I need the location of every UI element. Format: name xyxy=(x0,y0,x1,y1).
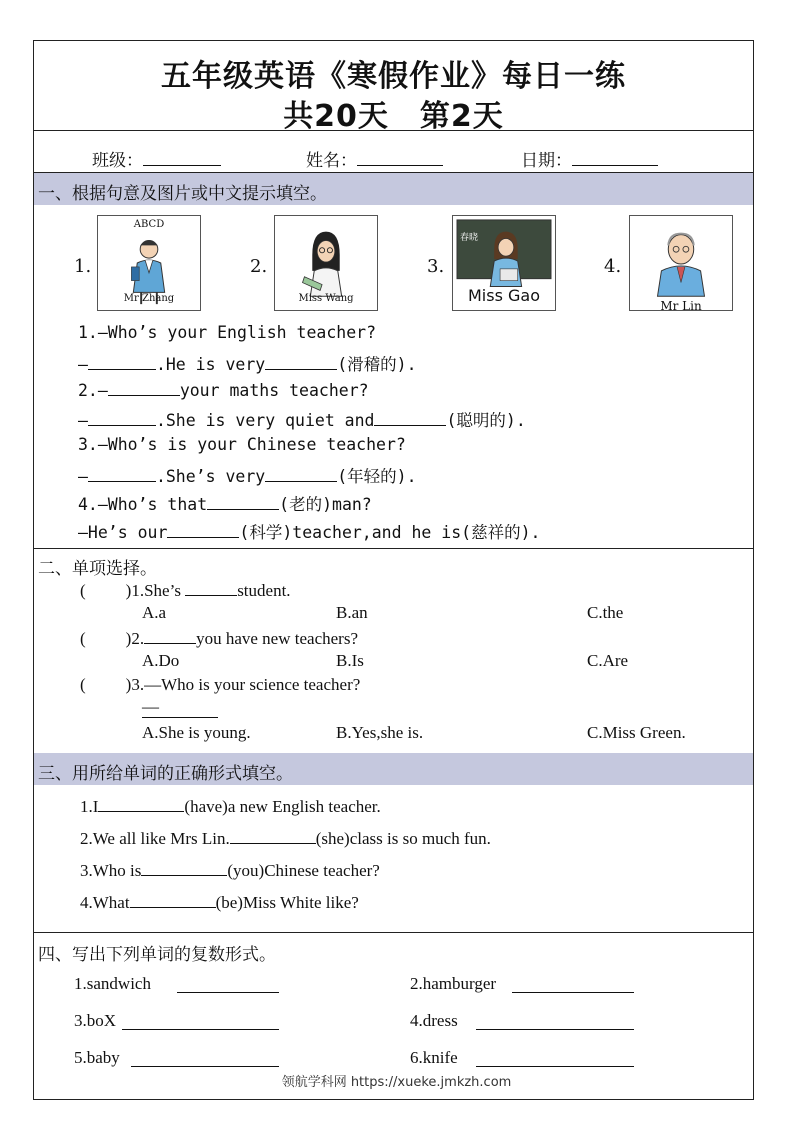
plural-item-2 xyxy=(410,974,496,994)
mc-q2-option-a[interactable]: A.Do xyxy=(142,651,180,670)
mc-q2-stem: 2. xyxy=(131,629,145,648)
answer-blank[interactable] xyxy=(167,521,239,538)
q4-line-b xyxy=(78,519,540,543)
title-line-2: 共20天 第2天 xyxy=(283,99,504,134)
fill-3-pre: 3.Who is xyxy=(80,861,142,880)
fill-3-post: (you)Chinese teacher? xyxy=(227,861,380,880)
answer-blank[interactable] xyxy=(142,717,218,718)
q2b-post: (聪明的). xyxy=(446,411,526,430)
title-line-1: 五年级英语《寒假作业》每日一练 xyxy=(161,59,626,94)
answer-blank[interactable] xyxy=(512,992,634,993)
paren-close: ) xyxy=(125,581,132,600)
date-label: 日期： xyxy=(521,151,572,171)
section4-heading: 四、写出下列单词的复数形式。 xyxy=(38,945,276,965)
q1b-mid: .He is very xyxy=(155,355,266,374)
plural-item-6 xyxy=(410,1048,458,1068)
q2a-post: your maths teacher? xyxy=(179,381,369,400)
q3-line-b xyxy=(78,463,417,487)
class-field[interactable] xyxy=(92,146,221,171)
q1b-post: (滑稽的). xyxy=(337,355,417,374)
answer-blank[interactable] xyxy=(265,465,337,482)
picture-3-board-text: 春晓 xyxy=(460,233,479,243)
plural-2-word: 2.hamburger xyxy=(410,974,497,993)
mc-q2-option-b[interactable]: B.Is xyxy=(336,651,364,670)
picture-2-number: 2. xyxy=(250,256,268,277)
paren-open: ( xyxy=(80,581,86,600)
q3b-post: (年轻的). xyxy=(337,467,417,486)
q2b-mid: .She is very quiet and xyxy=(155,411,375,430)
section1-heading: 一、根据句意及图片或中文提示填空。 xyxy=(38,184,327,204)
q4b-post: (科学)teacher,and he is(慈祥的). xyxy=(239,523,541,542)
paren-open: ( xyxy=(80,675,86,694)
fill-1-post: (have)a new English teacher. xyxy=(184,797,381,816)
picture-3-number: 3. xyxy=(427,256,445,277)
q4a-pre: 4.—Who’s that xyxy=(78,495,208,514)
answer-blank[interactable] xyxy=(131,1066,279,1067)
section2-heading: 二、单项选择。 xyxy=(38,559,157,579)
divider xyxy=(34,548,753,549)
date-field[interactable] xyxy=(521,146,658,171)
mc-q1-stem-post: student. xyxy=(237,581,291,600)
name-label: 姓名： xyxy=(306,151,357,171)
date-blank[interactable] xyxy=(572,149,658,166)
q4a-post: (老的)man? xyxy=(279,495,372,514)
name-field[interactable] xyxy=(306,146,443,171)
plural-4-word: 4.dress xyxy=(410,1011,458,1030)
name-blank[interactable] xyxy=(357,149,443,166)
divider xyxy=(34,932,753,933)
plural-5-word: 5.baby xyxy=(74,1048,120,1067)
q3b-pre: — xyxy=(78,467,88,486)
mc-q3-option-a[interactable]: A.She is young. xyxy=(142,723,251,742)
mc-q2-stem-post: you have new teachers? xyxy=(196,629,358,648)
plural-item-5 xyxy=(74,1048,120,1068)
answer-blank[interactable] xyxy=(141,859,227,876)
picture-3-caption: Miss Gao xyxy=(468,286,540,305)
plural-item-3 xyxy=(74,1011,116,1031)
plural-3-word: 3.boX xyxy=(74,1011,117,1030)
answer-blank[interactable] xyxy=(374,409,446,426)
mc-q1-option-b[interactable]: B.an xyxy=(336,603,368,622)
fill-2-post: (she)class is so much fun. xyxy=(315,829,491,848)
q1-line-a: 1.—Who’s your English teacher? xyxy=(78,323,377,342)
mc-q1-option-a[interactable]: A.a xyxy=(142,603,167,622)
answer-blank[interactable] xyxy=(88,353,156,370)
answer-blank[interactable] xyxy=(185,579,237,596)
fill-2-pre: 2.We all like Mrs Lin. xyxy=(80,829,230,848)
mc-q2-option-c[interactable]: C.Are xyxy=(587,651,629,670)
picture-4-caption: Mr Lin xyxy=(660,299,702,313)
mc-q1-option-c[interactable]: C.the xyxy=(587,603,624,622)
answer-blank[interactable] xyxy=(476,1029,634,1030)
picture-mr-lin xyxy=(629,215,733,311)
picture-1-board-text: ABCD xyxy=(133,219,165,230)
picture-1-number: 1. xyxy=(74,256,92,277)
divider xyxy=(34,130,753,131)
mc-q3-answer-line xyxy=(142,697,159,717)
q1b-pre: — xyxy=(78,355,88,374)
mc-q2 xyxy=(80,627,358,649)
paren-close: ) xyxy=(125,629,132,648)
fill-item-4 xyxy=(80,891,359,913)
fill-item-2 xyxy=(80,827,491,849)
q4b-pre: —He’s our xyxy=(78,523,168,542)
fill-item-1 xyxy=(80,795,381,817)
mc-q1 xyxy=(80,579,291,601)
answer-blank[interactable] xyxy=(177,992,279,993)
q3-line-a: 3.—Who’s is your Chinese teacher? xyxy=(78,435,406,454)
plural-item-1 xyxy=(74,974,151,994)
q2b-pre: — xyxy=(78,411,88,430)
mc-q3-option-c[interactable]: C.Miss Green. xyxy=(587,723,686,742)
q2a-pre: 2.— xyxy=(78,381,108,400)
answer-blank[interactable] xyxy=(265,353,337,370)
section3-heading: 三、用所给单词的正确形式填空。 xyxy=(38,764,293,784)
answer-blank[interactable] xyxy=(108,379,180,396)
answer-blank[interactable] xyxy=(88,409,156,426)
mc-q1-stem: 1.She’s xyxy=(131,581,186,600)
paren-close: ) xyxy=(125,675,132,694)
answer-blank[interactable] xyxy=(98,795,184,812)
q4-line-a xyxy=(78,491,372,515)
worksheet-frame xyxy=(33,40,754,1100)
old-man-icon xyxy=(630,216,732,310)
picture-1-caption: Mr Zhang xyxy=(123,293,175,304)
answer-blank[interactable] xyxy=(207,493,279,510)
picture-4-number: 4. xyxy=(604,256,622,277)
q3b-mid: .She’s very xyxy=(155,467,266,486)
mc-q3-option-b[interactable]: B.Yes,she is. xyxy=(336,723,424,742)
plural-1-word: 1.sandwich xyxy=(74,974,151,993)
plural-6-word: 6.knife xyxy=(410,1048,458,1067)
answer-blank[interactable] xyxy=(88,465,156,482)
fill-4-post: (be)Miss White like? xyxy=(215,893,359,912)
q2-line-a xyxy=(78,379,369,400)
dash: — xyxy=(142,697,159,716)
answer-blank[interactable] xyxy=(122,1029,279,1030)
plural-item-4 xyxy=(410,1011,458,1031)
answer-blank[interactable] xyxy=(144,627,196,644)
fill-item-3 xyxy=(80,859,380,881)
footer-watermark: 领航学科网 https://xueke.jmkzh.com xyxy=(281,1075,512,1090)
q2-line-b xyxy=(78,407,526,431)
picture-2-caption: Miss Wang xyxy=(298,293,354,304)
answer-blank[interactable] xyxy=(476,1066,634,1067)
q1-line-b xyxy=(78,351,417,375)
answer-blank[interactable] xyxy=(230,827,316,844)
fill-1-pre: 1.I xyxy=(80,797,99,816)
mc-q3 xyxy=(80,675,360,695)
class-blank[interactable] xyxy=(143,149,221,166)
mc-q3-stem: 3.—Who is your science teacher? xyxy=(131,675,361,694)
fill-4-pre: 4.What xyxy=(80,893,130,912)
answer-blank[interactable] xyxy=(130,891,216,908)
class-label: 班级： xyxy=(92,151,143,171)
paren-open: ( xyxy=(80,629,86,648)
